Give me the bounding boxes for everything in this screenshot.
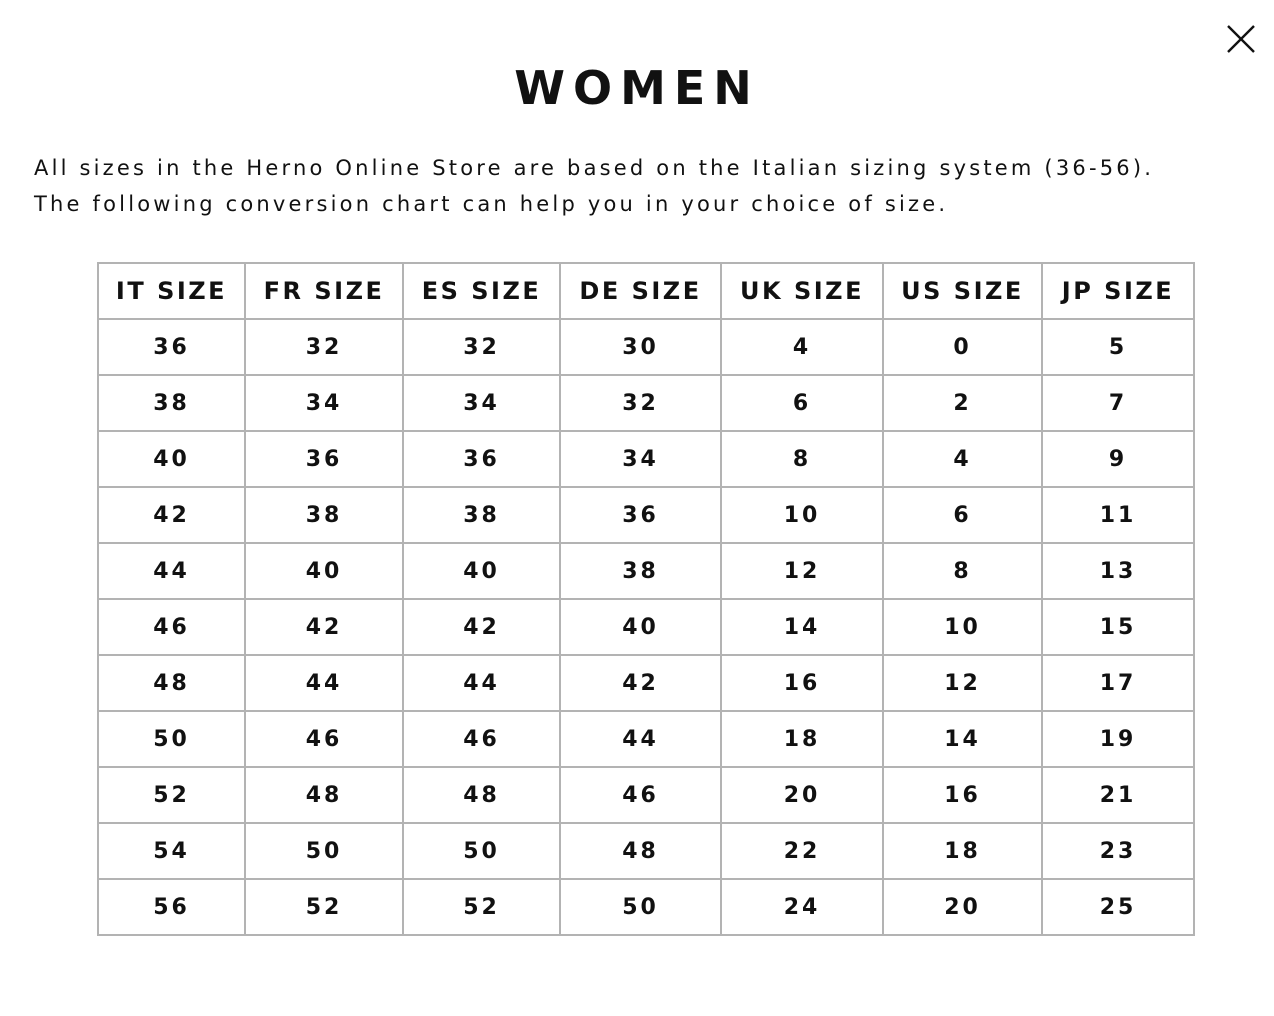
cell-it-size: 46 xyxy=(98,599,245,655)
cell-es-size: 42 xyxy=(403,599,560,655)
cell-jp-size: 15 xyxy=(1042,599,1194,655)
cell-uk-size: 14 xyxy=(721,599,883,655)
cell-uk-size: 20 xyxy=(721,767,883,823)
cell-uk-size: 22 xyxy=(721,823,883,879)
cell-de-size: 32 xyxy=(560,375,721,431)
cell-es-size: 34 xyxy=(403,375,560,431)
cell-fr-size: 52 xyxy=(245,879,403,935)
cell-us-size: 2 xyxy=(883,375,1042,431)
cell-jp-size: 25 xyxy=(1042,879,1194,935)
cell-jp-size: 5 xyxy=(1042,319,1194,375)
cell-de-size: 50 xyxy=(560,879,721,935)
cell-es-size: 44 xyxy=(403,655,560,711)
table-header-row xyxy=(98,263,1194,319)
close-icon xyxy=(1222,20,1260,58)
cell-de-size: 46 xyxy=(560,767,721,823)
cell-us-size: 18 xyxy=(883,823,1042,879)
cell-us-size: 0 xyxy=(883,319,1042,375)
cell-uk-size: 4 xyxy=(721,319,883,375)
cell-de-size: 36 xyxy=(560,487,721,543)
table-row xyxy=(98,543,1194,599)
cell-uk-size: 8 xyxy=(721,431,883,487)
cell-es-size: 48 xyxy=(403,767,560,823)
cell-jp-size: 19 xyxy=(1042,711,1194,767)
cell-fr-size: 36 xyxy=(245,431,403,487)
close-button[interactable] xyxy=(1222,20,1260,58)
cell-it-size: 54 xyxy=(98,823,245,879)
cell-es-size: 40 xyxy=(403,543,560,599)
cell-jp-size: 11 xyxy=(1042,487,1194,543)
cell-uk-size: 10 xyxy=(721,487,883,543)
table-row xyxy=(98,487,1194,543)
cell-fr-size: 40 xyxy=(245,543,403,599)
table-row xyxy=(98,431,1194,487)
cell-de-size: 34 xyxy=(560,431,721,487)
cell-es-size: 38 xyxy=(403,487,560,543)
cell-uk-size: 6 xyxy=(721,375,883,431)
table-row xyxy=(98,655,1194,711)
cell-it-size: 56 xyxy=(98,879,245,935)
cell-us-size: 10 xyxy=(883,599,1042,655)
cell-jp-size: 7 xyxy=(1042,375,1194,431)
cell-de-size: 40 xyxy=(560,599,721,655)
cell-it-size: 50 xyxy=(98,711,245,767)
cell-fr-size: 34 xyxy=(245,375,403,431)
header-fr-size: FR SIZE xyxy=(245,263,403,319)
table-row xyxy=(98,879,1194,935)
header-us-size: US SIZE xyxy=(883,263,1042,319)
cell-it-size: 52 xyxy=(98,767,245,823)
cell-it-size: 38 xyxy=(98,375,245,431)
intro-line: All sizes in the Herno Online Store are based on the Italian sizing system (36-56). xyxy=(34,156,1155,180)
header-es-size: ES SIZE xyxy=(403,263,560,319)
cell-es-size: 36 xyxy=(403,431,560,487)
table-row xyxy=(98,319,1194,375)
cell-uk-size: 18 xyxy=(721,711,883,767)
cell-es-size: 46 xyxy=(403,711,560,767)
cell-us-size: 6 xyxy=(883,487,1042,543)
cell-it-size: 42 xyxy=(98,487,245,543)
table-row xyxy=(98,767,1194,823)
header-jp-size: JP SIZE xyxy=(1042,263,1194,319)
cell-it-size: 36 xyxy=(98,319,245,375)
cell-de-size: 42 xyxy=(560,655,721,711)
cell-us-size: 12 xyxy=(883,655,1042,711)
cell-fr-size: 48 xyxy=(245,767,403,823)
cell-es-size: 52 xyxy=(403,879,560,935)
cell-es-size: 32 xyxy=(403,319,560,375)
cell-jp-size: 17 xyxy=(1042,655,1194,711)
cell-jp-size: 13 xyxy=(1042,543,1194,599)
cell-us-size: 20 xyxy=(883,879,1042,935)
cell-uk-size: 12 xyxy=(721,543,883,599)
cell-jp-size: 9 xyxy=(1042,431,1194,487)
cell-fr-size: 44 xyxy=(245,655,403,711)
table-row xyxy=(98,599,1194,655)
cell-it-size: 40 xyxy=(98,431,245,487)
cell-it-size: 48 xyxy=(98,655,245,711)
cell-uk-size: 16 xyxy=(721,655,883,711)
table-row xyxy=(98,375,1194,431)
cell-us-size: 4 xyxy=(883,431,1042,487)
cell-us-size: 14 xyxy=(883,711,1042,767)
header-de-size: DE SIZE xyxy=(560,263,721,319)
table-row xyxy=(98,823,1194,879)
cell-us-size: 16 xyxy=(883,767,1042,823)
cell-de-size: 44 xyxy=(560,711,721,767)
cell-fr-size: 46 xyxy=(245,711,403,767)
intro-text xyxy=(34,150,1270,222)
header-it-size: IT SIZE xyxy=(98,263,245,319)
page-title: WOMEN xyxy=(514,61,760,115)
cell-de-size: 30 xyxy=(560,319,721,375)
cell-fr-size: 42 xyxy=(245,599,403,655)
cell-es-size: 50 xyxy=(403,823,560,879)
header-uk-size: UK SIZE xyxy=(721,263,883,319)
cell-fr-size: 32 xyxy=(245,319,403,375)
table-row xyxy=(98,711,1194,767)
size-conversion-table xyxy=(97,262,1195,936)
cell-fr-size: 38 xyxy=(245,487,403,543)
cell-uk-size: 24 xyxy=(721,879,883,935)
cell-it-size: 44 xyxy=(98,543,245,599)
cell-de-size: 48 xyxy=(560,823,721,879)
cell-jp-size: 21 xyxy=(1042,767,1194,823)
cell-us-size: 8 xyxy=(883,543,1042,599)
cell-de-size: 38 xyxy=(560,543,721,599)
cell-fr-size: 50 xyxy=(245,823,403,879)
intro-line: The following conversion chart can help you in your choice of size. xyxy=(34,192,949,216)
cell-jp-size: 23 xyxy=(1042,823,1194,879)
